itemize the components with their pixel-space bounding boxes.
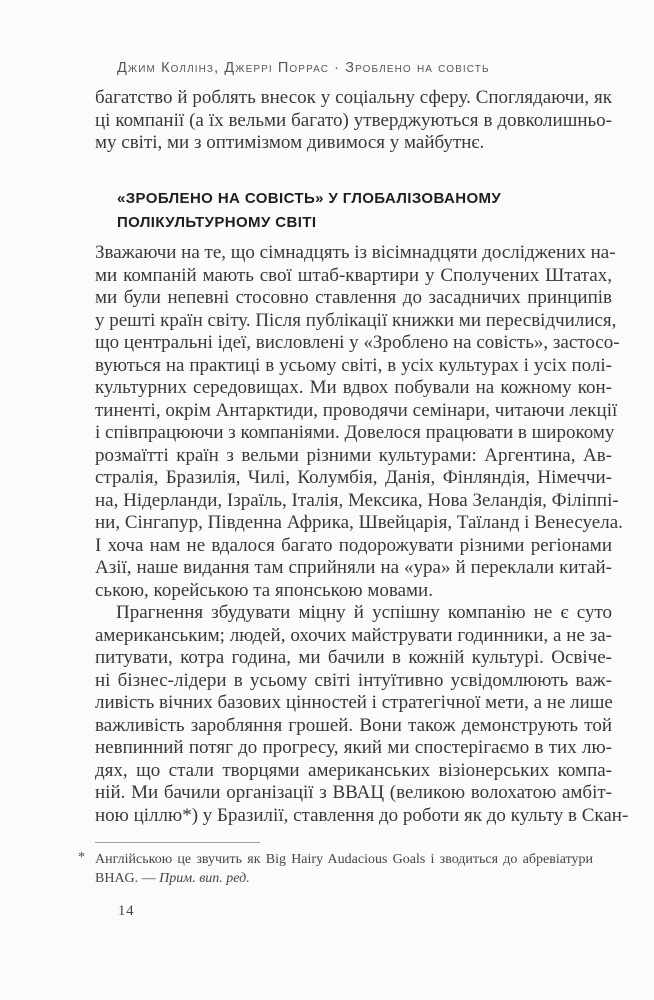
text-line: ми компаній мають свої штаб-квартири у Сполучених Штатах, — [95, 264, 612, 286]
text-line: ці компанії (а їх вельми багато) утверджуються в довколишньо- — [95, 109, 612, 131]
text-line: Азії, наше видання там сприйняли на «ура» й переклали китай- — [95, 557, 612, 578]
text-line: тиненті, окрім Антарктиди, проводячи семінари, читаючи лекції — [95, 399, 618, 421]
section-heading — [117, 187, 617, 235]
text-line: Прагнення збудувати міцну й успішну компанію не є суто — [116, 602, 612, 623]
text-line: на, Нідерланди, Ізраїль, Італія, Мексика, Нова Зеландія, Філіппі- — [95, 489, 619, 511]
text-line: невпинний потяг до прогресу, який ми спостерігаємо в тих лю- — [95, 737, 612, 758]
paragraph-body — [95, 242, 623, 602]
page-number: 14 — [118, 903, 135, 919]
text-line: І хоча нам не вдалося багато подорожувати різними регіонами — [95, 534, 612, 556]
text-line: ній. Ми бачили організації з ВВАЦ (великою волохатою амбіт- — [95, 782, 612, 803]
text-line: «ЗРОБЛЕНО НА СОВІСТЬ» У ГЛОБАЛІЗОВАНОМУ — [117, 190, 502, 207]
text-line: ні бізнес-лідери в усьому світі інтуїтивно усвідомлюють важ- — [95, 669, 612, 691]
footnote-rule — [95, 842, 260, 843]
text-line: американським; людей, охочих майструвати годинники, а не за- — [95, 624, 612, 646]
text-line: ливість вічних базових цінностей і стратегічної мети, а не лише — [95, 692, 613, 713]
text-line: багатство й роблять внесок у соціальну сферу. Споглядаючи, як — [95, 87, 612, 108]
footnote — [78, 850, 593, 888]
footnote-text: BHAG. — — [95, 871, 160, 886]
text-line: ни, Сінгапур, Південна Африка, Швейцарія, Таїланд і Венесуела. — [95, 512, 623, 533]
text-line: питувати, котра година, ми бачили в кожній культурі. Освіче- — [95, 647, 612, 668]
running-head: Джим Коллінз, Джеррі Поррас · Зроблено на совість — [117, 60, 490, 76]
footnote-attribution: Прим. вип. ред. — [159, 871, 250, 886]
footnote-line — [95, 869, 593, 888]
text-line: ми були непевні стосовно ставлення до засадничих принципів — [95, 287, 612, 308]
text-line: ПОЛІКУЛЬТУРНОМУ СВІТІ — [117, 214, 317, 231]
text-line: у решті країн світу. Після публікації книжки ми пересвідчилися, — [95, 309, 617, 331]
text-line: стралія, Бразилія, Чилі, Колумбія, Данія, Фінляндія, Німеччи- — [95, 467, 612, 488]
text-line: му світі, ми з оптимізмом дивимося у майбутнє. — [95, 132, 485, 153]
text-line: важливість заробляння грошей. Вони також демонструють той — [95, 714, 612, 736]
text-line: ською, корейською та японською мовами. — [95, 579, 433, 601]
paragraph-body — [95, 602, 629, 827]
text-line: і співпрацюючи з компаніями. Довелося працювати в широкому — [95, 422, 615, 443]
text-line: культурних середовищах. Ми вдвох побували на кожному кон- — [95, 377, 612, 398]
text-line: що центральні ідеї, висловлені у «Зроблено на совість», застосо- — [95, 332, 620, 353]
footnote-marker: * — [78, 850, 85, 865]
text-line: вуються на практиці в усьому світі, в усіх культурах і усіх полі- — [95, 354, 612, 376]
text-line: розмаїтті країн з вельми різними культурами: Аргентина, Ав- — [95, 444, 612, 466]
text-line: ною ціллю*) у Бразилії, ставлення до роботи як до культу в Скан- — [95, 804, 629, 826]
paragraph-continuation — [95, 87, 612, 155]
footnote-line: Англійською це звучить як Big Hairy Audacious Goals і зводиться до абревіатури — [95, 852, 593, 867]
text-line: Зважаючи на те, що сімнадцять із вісімнадцяти досліджених на- — [95, 242, 616, 263]
text-line: дях, що стали творцями американських візіонерських компа- — [95, 759, 612, 781]
